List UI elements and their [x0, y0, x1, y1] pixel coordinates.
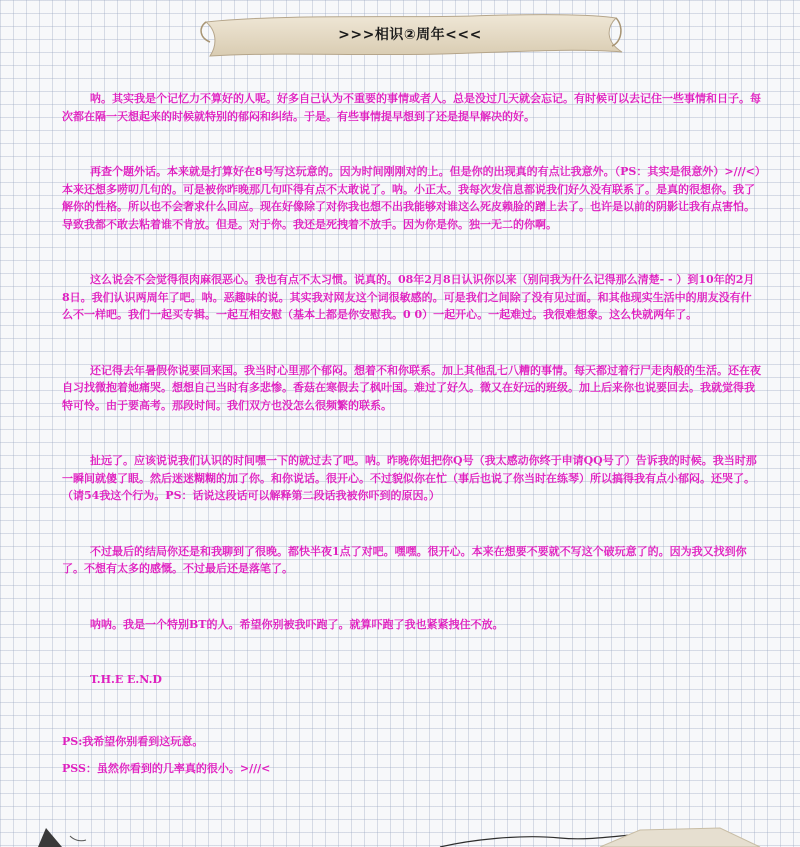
paragraph: 不过最后的结局你还是和我聊到了很晚。都快半夜1点了对吧。嘿嘿。很开心。本来在想要不要就不写这个破玩意了的。因为我又找到你了。不想有太多的感慨。不过最后还是落笔了。	[62, 544, 747, 575]
paragraph: 呐呐。我是一个特别BT的人。希望你别被我吓跑了。就算吓跑了我也紧紧拽住不放。	[90, 617, 504, 631]
article-body	[62, 90, 762, 778]
page-title: >>>相识②周年<<<	[338, 27, 482, 43]
title-banner	[192, 12, 628, 60]
paragraph: 呐。其实我是个记忆力不算好的人呢。好多自己认为不重要的事情或者人。总是没过几天就会忘记。有时候可以去记住一些事情和日子。每次都在隔一天想起来的时候就特别的郁闷和纠结。于是。有些事情提早想到了还是提早解决的好。	[62, 92, 761, 123]
paragraph: 再查个题外话。本来就是打算好在8号写这玩意的。因为时间刚刚对的上。但是你的出现真的有点让我意外。（PS：其实是很意外）>///<）本来还想多唠叨几句的。可是被你昨晚那几句吓得有点不太敢说了。呐。小正太。我每次发信息都说我们好久没有联系了。是真的很想你。我了解你的性格。所以也不会奢求什么回应。现在好像除了对你我也想不出我能够对谁这么死皮赖脸的蹭上去了。也许是以前的阴影让我有点害怕。导致我都不敢去粘着谁不肯放。但是。对于你。我还是死拽着不放手。因为你是你。独一无二的你啊。	[62, 165, 761, 231]
paragraph: 还记得去年暑假你说要回来国。我当时心里那个郁闷。想着不和你联系。加上其他乱七八糟的事情。每天都过着行尸走肉般的生活。还在夜自习找微抱着她痛哭。想想自己当时有多悲惨。香菇在寒假去了枫叶国。难过了好久。微又在好远的班级。加上后来你也说要回去。我就觉得我特可怜。由于要高考。那段时间。我们双方也没怎么很频繁的联系。	[62, 363, 761, 412]
paragraph: 这么说会不会觉得很肉麻很恶心。我也有点不太习惯。说真的。08年2月8日认识你以来（别问我为什么记得那么清楚- - ）到10年的2月8日。我们认识两周年了吧。呐。恶趣味的说。其实我对网友这个词很敏感的。可是我们之间除了没有见过面。和其他现实生活中的朋友没有什么不一样吧。我们一起买专辑。一起互相安慰（基本上都是你安慰我。0 0）一起开心。一起难过。我很难想象。这么快就两年了。	[62, 273, 755, 321]
postscript: PSS：虽然你看到的几率真的很小。>///<	[62, 762, 271, 775]
bottom-decoration-icon	[0, 800, 800, 847]
the-end-line: T.H.E E.N.D	[90, 673, 162, 686]
paragraph: 扯远了。应该说说我们认识的时间嘿一下的就过去了吧。呐。昨晚你姐把你Q号（我太感动你终于申请QQ号了）告诉我的时候。我当时那一瞬间就傻了眼。然后迷迷糊糊的加了你。和你说话。很开心。不过貌似你在忙（事后也说了你当时在练琴）所以搞得我有点小郁闷。还哭了。（请54我这个行为。PS：话说这段话可以解释第二段话我被你吓到的原因。）	[62, 454, 757, 502]
postscript: PS:我希望你别看到这玩意。	[62, 734, 204, 748]
